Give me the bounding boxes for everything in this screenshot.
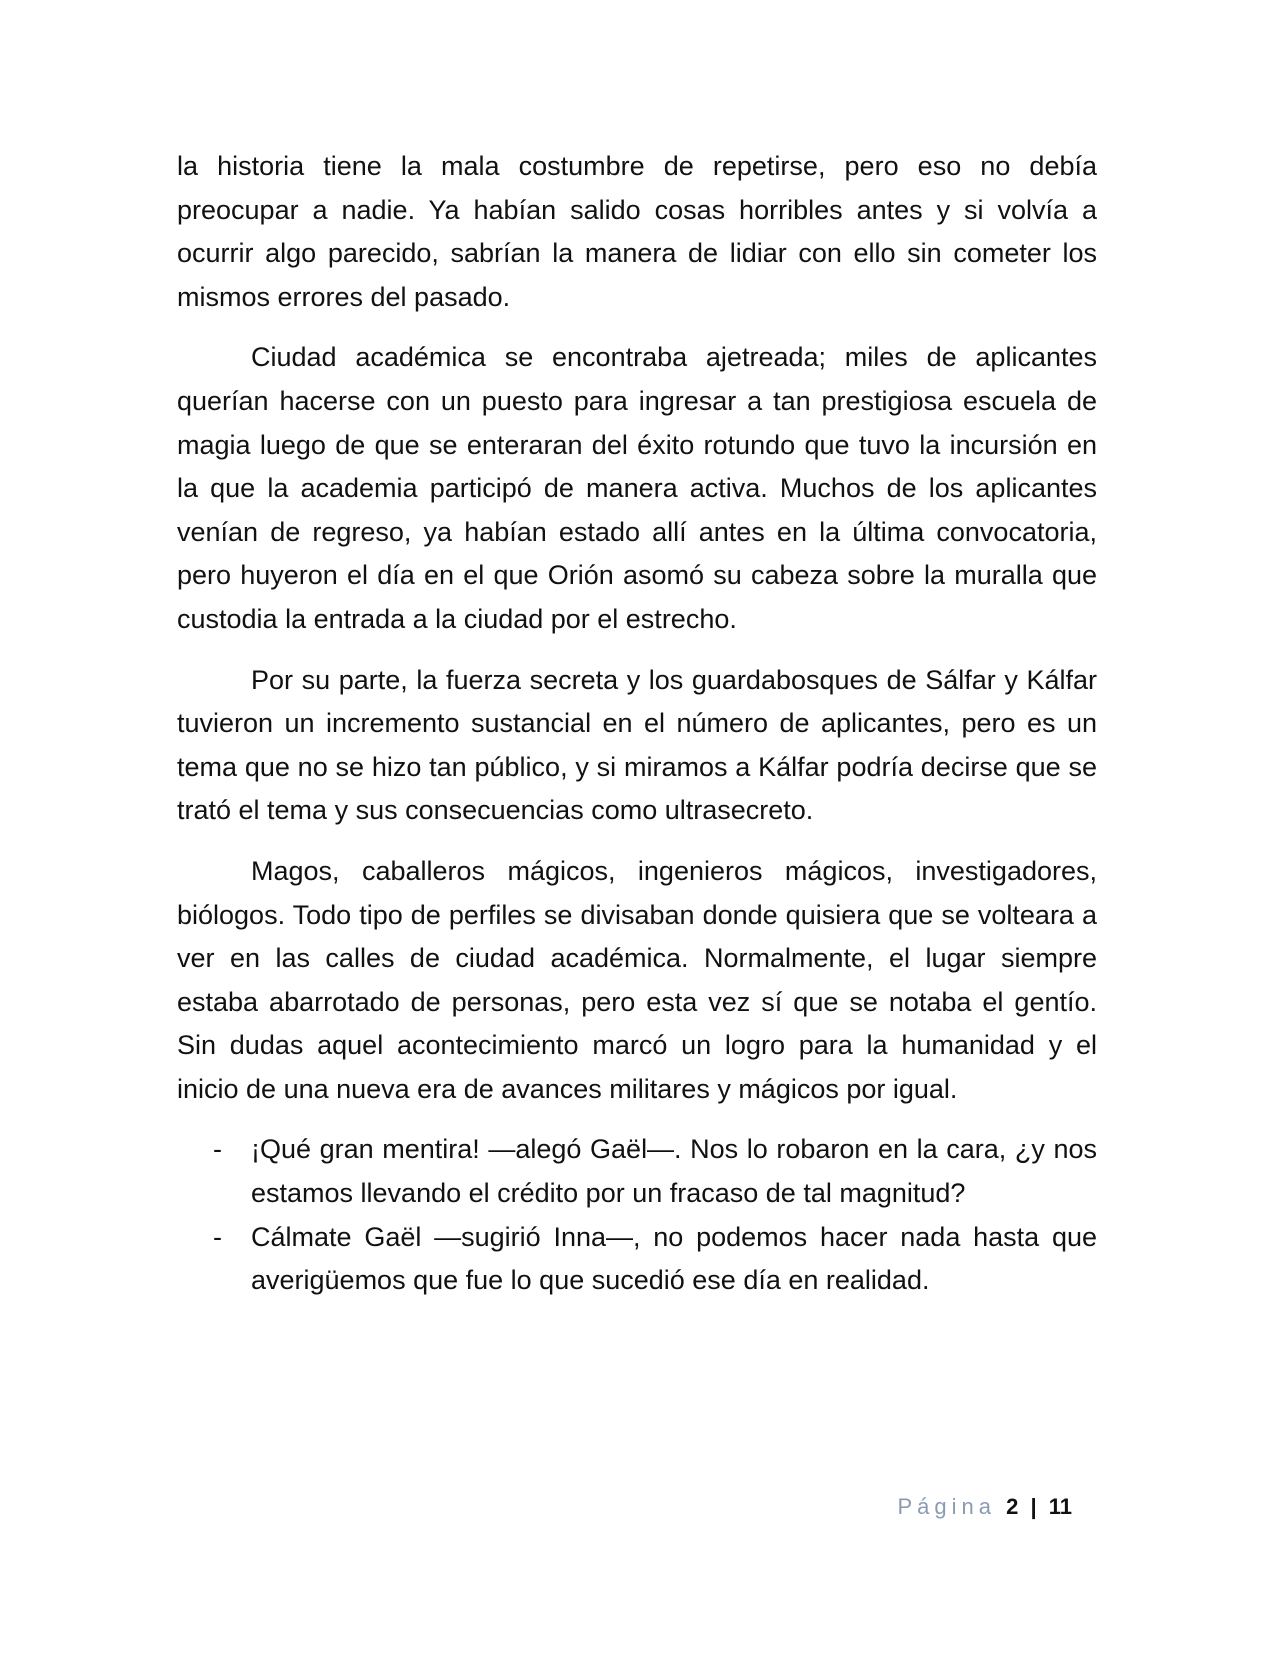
dialogue-text: ¡Qué gran mentira! —alegó Gaël—. Nos lo robaron en la cara, ¿y nos estamos llevando el crédito por un fracaso de tal magnitud? (251, 1134, 1097, 1209)
paragraph-4: Magos, caballeros mágicos, ingenieros mágicos, investigadores, biólogos. Todo tipo de perfiles se divisaban donde quisiera que se volteara a ver en las calles de ciudad académica. Normalmente, el lugar siempre estaba abarrotado de personas, pero esta vez sí que se notaba el gentío. Sin dudas aquel acontecimiento marcó un logro para la humanidad y el inicio de una nueva era de avances militares y mágicos por igual. (177, 855, 1097, 1104)
page-separator: | (1030, 1494, 1037, 1519)
body-text (177, 145, 1097, 1303)
page-total: 11 (1048, 1494, 1072, 1519)
paragraph-3: Por su parte, la fuerza secreta y los guardabosques de Sálfar y Kálfar tuvieron un incremento sustancial en el número de aplicantes, pero es un tema que no se hizo tan público, y si miramos a Kálfar podría decirse que se trató el tema y sus consecuencias como ultrasecreto. (177, 664, 1097, 826)
page-number: 2 (1006, 1494, 1019, 1519)
dialogue-dash: - (213, 1134, 222, 1165)
paragraph-2: Ciudad académica se encontraba ajetreada; miles de aplicantes querían hacerse con un puesto para ingresar a tan prestigiosa escuela de magia luego de que se enteraran del éxito rotundo que tuvo la incursión en la que la academia participó de manera activa. Muchos de los aplicantes venían de regreso, ya habían estado allí antes en la última convocatoria, pero huyeron el día en el que Orión asomó su cabeza sobre la muralla que custodia la entrada a la ciudad por el estrecho. (177, 342, 1097, 634)
dialogue-text: Cálmate Gaël —sugirió Inna—, no podemos hacer nada hasta que averigüemos que fue lo que sucedió ese día en realidad. (251, 1221, 1097, 1296)
dialogue-list (177, 1128, 1097, 1302)
page-footer (897, 1493, 1072, 1521)
dialogue-dash: - (213, 1221, 222, 1252)
paragraph-1: la historia tiene la mala costumbre de repetirse, pero eso no debía preocupar a nadie. Ya habían salido cosas horribles antes y si volvía a ocurrir algo parecido, sabrían la manera de lidiar con ello sin cometer los mismos errores del pasado. (177, 151, 1097, 312)
dialogue-item-1 (177, 1128, 1097, 1215)
dialogue-item-2 (177, 1216, 1097, 1303)
page-label: Página (897, 1494, 996, 1519)
